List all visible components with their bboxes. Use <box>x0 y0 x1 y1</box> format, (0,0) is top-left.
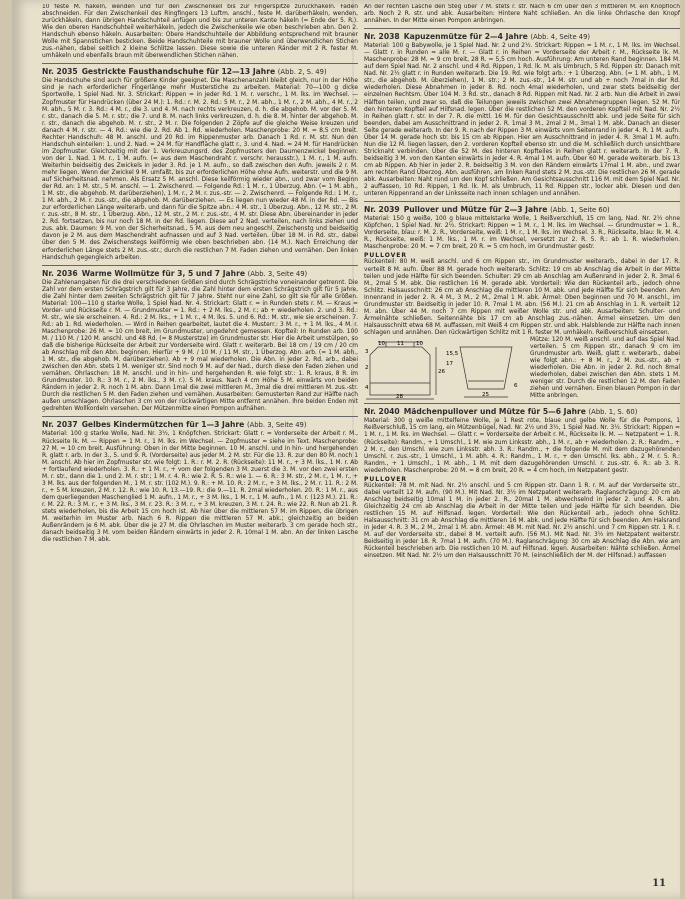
diagram-label-top-right: 10 <box>416 340 423 347</box>
section-divider <box>364 201 680 202</box>
diagram-label-body-width: 28 <box>396 393 403 400</box>
section-2040-heading <box>364 407 680 417</box>
section-2036-number: Nr. 2036 <box>42 268 78 278</box>
section-2036-title: Warme Wollmütze für 3, 5 und 7 Jahre <box>81 268 245 278</box>
pattern-diagram <box>364 339 524 401</box>
section-2040-title: Mädchenpullover und Mütze für 5—6 Jahre <box>403 407 586 417</box>
diagram-label-sleeve-h2: 17 <box>446 360 453 367</box>
left-intro-text: 10 feste M. häkeln, wenden und für den Zwischenkell bis zur Fingerspitze zurückhäkeln. Faden abschneiden. Für den Zwischenkeil des Ringfingers 13 Luftm. anschl., feste M. darüberhäkeln, wenden, zurückhäkeln, dann übrigen Handschuhteil anfügen und bis zur unteren Kante häkeln (= Ende der 5. R.). Wie den oberen Handschuhteil weiterhäkeln, jedoch die Zwischenkeile wie oben beschrieben abn. Den 2. Handschuh ebenso häkeln. Ausarbeiten: Obere Handschuhteile der Abbildung entsprechend mit brauner Wolle mit Spannstichen besticken. Beide Handschuhteile mit brauner Wolle und überwendlichen Stichen zus.-nähen, dabei seitlich 2 kleine Schlitze lassen. Diese sowie die unteren Ränder mit 2 R. fester M. umhäkeln und ebenfalls braun mit überwendlichen Stichen nähen. <box>42 4 358 60</box>
diagram-label-h1: 3 <box>365 348 369 355</box>
diagram-label-top-left: 10 <box>378 340 385 347</box>
section-2039-ref: (Abb. 1, Seite 60) <box>550 206 610 215</box>
page-number: 11 <box>652 878 666 889</box>
section-2038-heading <box>364 32 680 42</box>
right-intro-text: An der rechten Lasche den Steg über 7 M. stets r. str. Nach 6 cm über den 3 mittleren M. ein Knopfloch arb. Noch 2 R. str. und abk. Ausarbeiten: Hintere Naht schließen. An die linke Ohrlasche den Knopf annähen. In der Mitte einen Pompon anbringen. <box>364 4 680 25</box>
diagram-label-h3: 4 <box>365 384 369 391</box>
section-2039-muetze: Mütze: 120 M. weiß anschl. und auf das Spiel Nad. verteilen. 5 cm Rippen str., danach 9 cm im Grundmuster arb. Weiß, glatt r. weiterarb., dabei wie folgt abn.: + 8 M. r., 2 M. zus.-str., ab + wiederholen. Die Abn. in jeder 2. Rd. noch 8mal wiederholen, dabei zwischen den Abn. stets 1 M. weniger str. Durch die restlichen 12 M. den Faden ziehen und vernähen. Einen blauen Pompon in der Mitte anbringen. <box>530 336 680 400</box>
section-2039-title: Pullover und Mütze für 2—3 Jahre <box>403 205 548 215</box>
diagram-label-sleeve-h1: 15,5 <box>446 350 459 357</box>
diagram-label-top-mid: 11 <box>397 340 404 347</box>
diagram-label-cuff: 6 <box>514 382 518 389</box>
diagram-label-sleeve-width: 25 <box>482 391 489 398</box>
section-2039-pullover-body: Rückenteil: 80 M. weiß anschl. und 6 cm Rippen str., im Grundmuster weiterarb., dabei in der 17. R. verteilt 8 M. aufn. Über 88 M. gerade hoch weiterarb. Schlitz: 19 cm ab Anschlag die Arbeit in der Mitte teilen und jede Hälfte für sich beenden. Schulter: 29 cm ab Anschlag am Außenrand in jeder 2. R. 3mal 6 M., 2mal 5 M. abk. Die restlichen 16 M. gerade abk. Vorderteil: Wie den Rückenteil arb., jedoch ohne Schlitz. Halsausschnitt: 26 cm ab Anschlag die mittleren 10 M. abk. und jede Hälfte für sich beenden. Am Innenrand in jeder 2. R. 4 M., 3 M., 2 M., 2mal 1 M. abk. Ärmel: Oben beginnen und 70 M. anschl., im Grundmuster str. Beidseitig in jeder 10. R. 7mal 1 M. abn. (56 M.). 21 cm ab Anschlag in 1. R. verteilt 12 M. abn. Über 44 M. noch 7 cm Rippen mit weißer Wolle str. und abk. Ausarbeiten: Schulter- und Ärmelnähte schließen. Seitennähte bis 17 cm ab Anschlag zus.-nähen. Ärmel einsetzen. Um den Halsausschnitt etwa 68 M. auffassen, mit Weiß 4 cm Rippen str. und abk. Halsblende zur Hälfte nach innen schlagen und annähen. Den rückwärtigen Schlitz mit 1 R. fester M. umhäkeln. Reißverschluß einsetzen. <box>364 259 680 336</box>
diagram-label-h2: 2 <box>365 364 369 371</box>
section-2035-ref: (Abb. 2, S. 49) <box>277 68 327 77</box>
diagram-sleeve-outline <box>460 347 512 389</box>
section-divider <box>42 416 358 417</box>
section-2036-body: Die Zahlenangaben für die drei verschiedenen Größen sind durch Schrägstriche voneinander getrennt. Die Zahl vor dem ersten Schrägstrich gilt für 3 Jahre, die Zahl hinter dem ersten Schrägstrich gilt für 5 Jahre, die Zahl hinter dem zweiten Schrägstrich gilt für 7 Jahre. Steht nur eine Zahl, so gilt sie für alle Größen. Material: 100—110 g starke Wolle, 1 Spiel Nad. Nr. 4. Strickart: Glatt r. = in Runden stets r. M. — Kraus = Vorder- und Rückseite r. M. — Grundmuster = 1. Rd.: + 2 M. lks., 2 M. r.; ab + wiederholen. 2. und 3. Rd.: M. str., wie sie erscheinen. 4. Rd.: 2 M. lks., + 1 M. r., 4 M. lks. 5. und 6. Rd.: M. str., wie sie erscheinen. 7. Rd.: ab 1. Rd. wiederholen. — Wird in Reihen gearbeitet, lautet die 4. Musterr.: 3 M. r., + 1 M. lks., 4 M. r. Maschenprobe: 26 M. = 10 cm breit, im Grundmuster, ungedehnt gemessen. Kopfteil: In Runden arb. 100 M. / 110 M. / 120 M. anschl. und 48 Rd. (= 8 Musterstze) im Grundmuster str. Hier die Arbeit umstülpen, so daß die bisherige Rückseite der Arbeit zur Vorderseite wird. Glatt r. weiterarb. Bei 18 cm / 19 cm / 20 cm ab Anschlag mit den Abn. beginnen. Hierfür + 9 M. / 10 M. / 11 M. str., 1 Überzog. Abn. arb. (= 1 M. abh., 1 M. str., die abgehob. M. darüberziehen). Ab + 9 mal wiederholen. Die Abn. in jeder 2. Rd. arb., dabei zwischen den Abn. stets 1 M. weniger str. Sind noch 9 M. auf der Nad., durch diese den Faden ziehen und vernähen. Ohrlaschen: 18 M. anschl. und in hin- und hergehenden R. wie folgt str.: 1. R. kraus, 8 R. im Grundmuster. 10. R.: 3 M. r., 2 M. lks., 3 M. r.). 5 M. kraus. Nach 4 cm Höhe 5 M. einwärts von beiden Rändern in jeder 2. R. noch 1 M. abn. Dann 1mal die zwei mittleren M., 3mal die drei mittleren M. zus.-str. Durch die restlichen 5 M. den Faden ziehen und vernähen. Ausarbeiten: Gemusterten Rand zur Hälfte nach außen umschlagen. Ohrlaschen 3 cm von der rückwärtigen Mitte entfernt annähen. Ihre beiden Enden mit gedrehten Wollkordeln versehen. Der Mützenmitte einen Pompon aufnähen. <box>42 279 358 413</box>
section-2037-number: Nr. 2037 <box>42 420 78 430</box>
section-2040-subheading: PULLOVER <box>364 475 408 483</box>
section-2040-ref: (Abb. 1, S. 60) <box>588 408 638 417</box>
magazine-page <box>12 0 680 899</box>
section-divider <box>42 63 358 64</box>
left-column <box>42 4 358 872</box>
right-column <box>364 4 680 870</box>
section-2039-number: Nr. 2039 <box>364 205 400 215</box>
section-2039-material: Material: 150 g weiße, 100 g blaue mittelstarke Wolle, 1 Reißverschluß, 15 cm lang, Nad. Nr. 2½ ohne Köpfchen, 1 Spiel Nad. Nr. 2½. Strickart: Rippen = 1 M. r., 1 M. lks. im Wechsel. — Grundmuster = 1. R., Vorderseite, blau: r. M. 2. R., Vorderseite, weiß: 1 M. r., 1 M. lks. im Wechsel. 3. R., Rückseite, blau: lk. M. 4. R., Rückseite, weiß: 1 M. lks., 1 M. r. im Wechsel, versetzt zur 2. R. 5. R.: ab 1. R. wiederholen. Maschenprobe: 20 M. = 7 cm breit, 20 R. = 5 cm hoch, im Grundmuster gestr. <box>364 216 680 251</box>
section-2039-subheading: PULLOVER <box>364 252 408 260</box>
section-2036-ref: (Abb. 3, Seite 49) <box>247 269 308 278</box>
section-2037-title: Gelbes Kindermützchen für 1—3 Jahre <box>81 420 245 430</box>
section-divider <box>364 403 680 404</box>
section-2040-pullover-body: Rückenteil: 78 M. mit Nad. Nr. 2½ anschl. und 5 cm Rippen str. Dann 1 R. r. M. auf der Vorderseite str., dabei verteilt 12 M. aufn. (90 M.). Mit Nad. Nr. 3½ im Netzpatent weiterarb. Raglanschrägung: 20 cm ab Anschlag beidseitig 10mal 1 M. in jeder 2. R., 20mal 1 M. abwechselnd in jeder 2. und 4. R. abn. Gleichzeitig 24 cm ab Anschlag die Arbeit in der Mitte teilen und jede Hälfte für sich beenden. Die restlichen 15 M. auf Hilfsnad. legen. Vorderteil: Wie den Rückenteil arb., jedoch ohne Schlitz. Halsausschnitt: 31 cm ab Anschlag die mittleren 16 M. abk. und jede Hälfte für sich beenden. Am Halsrand in jeder 4. R. 3 M., 2 M., 2mal 1 M. abn. Ärmel: 48 M. mit Nad. Nr. 2½ anschl. und 7 cm Rippen str. 1 R. r. M. auf der Vorderseite str., dabei 8 M. verteilt aufn. (56 M.). Mit Nad. Nr. 3½ im Netzpatent weiterstr. Beidseitig in jeder 18. R. 7mal 1 M. aufn. (70 M.). Raglanschrägung: 30 cm ab Anschlag die Abn. wie am Rückenteil beschrieben arb. Die restlichen 10 M. auf Hilfsnad. legen. Ausarbeiten: Nähte schließen. Ärmel einsetzen. Mit Nad. Nr. 2½ um den Halsausschnitt 70 M. (einschließlich der M. der Hilfsnad.) auffassen <box>364 482 680 560</box>
section-2037-heading <box>42 420 358 430</box>
section-2039-heading <box>364 205 680 215</box>
section-divider <box>42 265 358 266</box>
diagram-body-outline <box>370 347 430 395</box>
section-2037-body: Material: 100 g starke Wolle, Nad. Nr. 3½, 1 Knöpfchen. Strickart: Glatt r. = Vorderseite der Arbeit r. M., Rückseite lk. M. — Rippen = 1 M. r., 1 M. lks. im Wechsel. — Zopfmuster = siehe im Text. Maschenprobe: 27 M. = 10 cm breit. Ausführung: Oben in der Mitte beginnen. 10 M. anschl. und in hin- und hergehenden R. glatt r. arb. In der 3., 5. und 9. R. (Vorderseite) aus jeder M. 2 M. str. Für die 13. R. zur den 80 M. noch 1 M. anschl. Ab hier im Zopfmuster str. wie folgt: 1. R.: r. M. 2. R. (Rückseite): 11 M. r., + 3 M. lks., 1 M. r. Ab + fortlaufend wiederholen. 3. R.: + 1 M. r., + vom der folgenden 3 M. zuerst die 3. M. vor den zwei ersten M. r. str., dann die 1. und 2. M. r. str.; 1 M. r. 4. R.: wie 2. R. 5. R.: wie 1. — 6. R.: 3 M. str., 2 M. r., 1 M. r., + 3 M. lks. aus der folgenden M., 1 M. r. str. (102 M.). 9. R.: + M. 10. R.: 2 M. r., + 3 M. lks., 2 M. r. 11. R.: 2 M. r., + 5 M. kreuzen, 2 M. r. 12. R.: wie 10. R. 13.—19. R.: die 9.—11. R. 2mal wiederholen. 20. R.: 1 M. r., aus dem querliegenden Maschenglied 1 M. aufn., 1 M. r., + 3 M. lks., 1 M. r., 1 M. aufn., 1 M. r. (123 M.). 21. R.: r. M. 22. R.: 3 M. r., + 3 M. lks., 3 M. r. 23. R.: 3 M. r., + 3 M. kreuzen, 3 M. r. 24. R.: wie 22. R. Nun ab 21. R. stets wiederholen, bis die Arbeit 15 cm hoch ist. Ab hier über die mittleren 57 M. im Rippen, die übrigen M. weiterhin im Muster arb. Nach 6 R. Rippen die mittleren 57 M. abk.; gleichzeitig an beiden Außenrändern je 6 M. abk. Über die je 27 M. die Ohrlaschen im Muster weiterarb. 3 cm gerade hoch str., danach beidseitig 3 M. vom beiden Rändern einwärts in jeder 2. R. 10mal 1 M. abn. An der linken Lasche die restlichen 7 M. abk. <box>42 431 358 544</box>
section-2035-number: Nr. 2035 <box>42 67 78 77</box>
section-divider <box>364 28 680 29</box>
section-2035-title: Gestrickte Fausthandschuhe für 12—13 Jahre <box>81 67 276 77</box>
section-2038-number: Nr. 2038 <box>364 32 400 42</box>
section-2035-heading <box>42 67 358 77</box>
section-2038-body: Material: 100 g Babywolle, je 1 Spiel Nad. Nr. 2 und 2½. Strickart: Rippen = 1 M. r., 1 M. lks. im Wechsel. — Glatt r. in Runden = alle M. r. — Glatt r. in Reihen = Vorderseite der Arbeit r. M., Rückseite lk. M. Maschenprobe: 28 M. = 9 cm breit, 28 R. = 5,5 cm hoch. Ausführung: Am unteren Rand beginnen. 184 M. auf dem Spiel Nad. Nr. 2 anschl. und 4 Rd. Rippen, 1 Rd. lk. M. als Umbruch, 5 Rd. Rippen str. Danach mit Nad. Nr. 2½ glatt r. in Runden weiterarb. Die 19. Rd. wie folgt arb.: + 1 Überzog. Abn. (= 1 M. abh., 1 M. str., die abgehob. M. überziehen), 1 M. str.; 2 M. zus.-str., 14 M. str. und ab + noch 7mal in der Rd. wiederholen. Diese Abnahmen in jeder 8. Rd. noch 4mal wiederholen, und zwar stets beidseitig der einzelnen Rechtsm. Über 104 M. 3 Rd. str., danach 8 Rd. Rippen mit Nad. Nr. 2 arb. Nun die Arbeit in zwei Hälften teilen, und zwar so, daß die Teilungen jeweils zwischen zwei Abnahmegruppen liegen. 52 M. für den hinteren Kopfteil auf Hilfsnad. legen. Über die restlichen 52 M. den vorderen Kopfteil mit Nad. Nr. 2½ in Reihen glatt r. str. In der 7. R. die mittl. 16 M. für den Gesichtsausschnitt abk. und jede Seite für sich beenden, dabei am Ausschnittrand in jeder 2. R. 1mal 3 M., 2mal 2 M., 3mal 1 M. abk. Danach an dieser Seite gerade weiterarb. In der 9. R. nach der Rippen 3 M. einwärts vom Seitenrand in jeder 4. R. 1 M. aufn. Über 14 M. gerade hoch str. bis 15 cm ab Rippen. Hier am Ausschnittrand in jeder 4. R. 3mal 1 M. aufn. Nun die 12 M. liegen lassen, den 2. vorderen Kopfteil ebenso str. und die M. schließlich durch unsichtbare Stricknaht verbinden. Über die 52 M. des hinteren Kopfteiles in Reihen glatt r. weiterarb. In der 7. R. beidseitig 3 M. von den Kanten einwärts in jeder 4. R. 4mal 1 M. aufn. Über 60 M. gerade weiterarb. bis 13 cm ab Rippen. Ab hier in jeder 2. R. beidseitig 3 M. von den Rändern einwärts 17mal 1 M. abn., und zwar am rechten Rand Überzog. Abn. ausführen, am linken Rand stets 2 M. zus.-str. Die restlichen 26 M. gerade abk. Ausarbeiten: Naht rund um den Kopf schließen. Am Gesichtsausschnitt 116 M. mit dem Spiel Nad. Nr. 2 auffassen, 10 Rd. Rippen, 1 Rd. lk. M. als Umbruch, 11 Rd. Rippen str., locker abk. Diesen und den unteren Rippenrand an der Linksseite nach innen schlagen und annähen. <box>364 43 680 198</box>
diagram-label-side: 26 <box>438 368 445 375</box>
section-2040-number: Nr. 2040 <box>364 407 400 417</box>
section-2038-ref: (Abb. 4, Seite 49) <box>530 33 591 42</box>
section-2038-title: Kapuzenmütze für 2—4 Jahre <box>403 32 528 42</box>
section-2035-body: Die Handschuhe sind auch für größere Kinder geeignet. Die Maschenanzahl bleibt gleich, nur in der Höhe sind je nach erforderlicher Fingerlänge mehr Musterstiche zu arbeiten. Material: 70—100 g dicke Sportwolle, 1 Spiel Nad. Nr. 3. Strickart: Rippen = in jeder Rd. 1 M. r. verschr., 1 M. lks. im Wechsel. — Zopfmuster für Handrücken (über 24 M.): 1. Rd.: r. M. 2. Rd.: 5 M. r., 2 M. abh., 1 M. r., 2 M. abh., 4 M. r., 2 M. abh., 5 M. r. 3. Rd.: 4 M. r., die 3. und 4. M. nach rechts verkreuzen, d. h. die abgehob. M. vor der 5. M. r. str., danach die 5. M. r. str.; die 7. und 8. M. nach links verkreuzen, d. h. die 8. M. hinter der abgehob. M. r. str., danach die abgehob. M. r. str., 2 M. r. Die folgenden 2 Zöpfe auf die gleiche Weise kreuzen und danach 4 M. r. str. — 4. Rd.: wie die 2. Rd. Ab 1. Rd. wiederholen. Maschenprobe: 20 M. = 8,5 cm breit. Rechter Handschuh: 48 M. anschl. und 20 Rd. im Rippenmuster arb. Danach 1 Rd. r. M. str. Nun den Handschuh einteilen: 1. und 2. Nad. = 24 M. für Handfläche glatt r., 3. und 4. Nad. = 24 M. für Handrücken im Zopfmuster. Gleichzeitig mit der 1. Verkreuzungsrd. des Zopfmusters den Daumenzwickel beginnen: von der 1. Nad. 1 M. r., 1 M. aufn. (= aus dem Maschendraht r. verschr. herausstr.), 1 M. r., 1 M. aufn. Weiterhin beidseitig des Zwickels in jeder 3. Rd. je 1 M. aufn., so daß zwischen den Aufn. jeweils 2 r. M. mehr liegen. Wenn der Zwickel 9 M. umfaßt, bis zur erforderlichen Höhe ohne Aufn. weiterstr. und die 9 M. auf Sicherheitsnad. nehmen. Als Ersatz 5 M. anschl. Diese keilförmig wieder abn., und zwar vom Beginn der Rd. an: 1 M. str., 5 M. anschl. — 1. Zwischenrd. — Folgende Rd.: 1 M. r., 1 Überzug. Abn. (= 1 M. abh., 1 M. str., die abgehob. M. darüberziehen), 1 M. r., 2 M. r. zus.-str. — 2. Zwischenrd. — Folgende Rd.: 1 M. r., 1 M. abh., 2 M. r. zus.-str., die abgehob. M. darüberziehen. — Es liegen nun wieder 48 M. in der Rd. — Bis zur erforderlichen Länge weiterarb. und dann für die Spitze abn.: 4 M. str., 1 Überzug. Abn., 12 M. str., 2 M. r. zus.-str., 8 M. str., 1 Überzug. Abn., 12 M. str., 2 M. r. zus.-str., 4 M. str. Diese Abn. übereinander in jeder 2. Rd. fortsetzen, bis nur noch 18 M. in der Rd. liegen. Diese auf 2 Nad. verteilen, nach links ziehen und zus. abk. Daumen: 9 M. von der Sicherheitsnad., 5 M. aus dem neu angeschl. Zwischenstg und beidseitig davon je 2 M. aus dem Maschendraht aufnassen und auf 3 Nad. verteilen. Über 18 M. in Rd. str., dabei über den 5 M. des Zwischenstegs keilförmig wie oben beschrieben abn. (14 M.). Nach Erreichung der erforderlichen Länge stets 2 M. zus.-str.; durch die restlichen 7 M. Faden ziehen und vernähen. Den linken Handschuh gegengleich arbeiten. <box>42 78 358 261</box>
section-2036-heading <box>42 269 358 279</box>
section-2040-material: Material: 300 g weiße mittelfeine Wolle, je 1 Rest rote, blaue und gelbe Wolle für die Pompons, 1 Reißverschluß, 15 cm lang, ein Mützenbügel, Nad. Nr. 2½ und 3½, 1 Spiel Nad. Nr. 3½. Strickart: Rippen = 1 M. r., 1 M. lks. im Wechsel. — Glatt r. = Vorderseite der Arbeit r. M., Rückseite lk. M. — Netzpatent = 1. R. (Rückseite): Randm., + 1 Umschl., 1 M. wie zum Linksstr. abh., 1 M. r., ab + wiederholen. 2. R.: Randm., + 2 M. r., den Umschl. wie zum Linksstr. abh. 3. R.: Randm., + die folgende M. mit dem dazugehörenden Umschl. r. zus.-str., 1 Umschl., 1 M. abh. 4. R.: Randm., 1 M. r., + den Umschl. lks. abh., 2 M. r. 5. R.: Randm., + 1 Umschl., 1 M. abh., 1 M. mit dem dazugehörenden Umschl. r. zus.-str. 6. R.: ab 3. R. wiederholen. Maschenprobe: 20 M. = 8 cm breit, 20 R. = 4 cm hoch, im Netzpatent gestr. <box>364 418 680 474</box>
section-2037-ref: (Abb. 3, Seite 49) <box>246 421 307 430</box>
